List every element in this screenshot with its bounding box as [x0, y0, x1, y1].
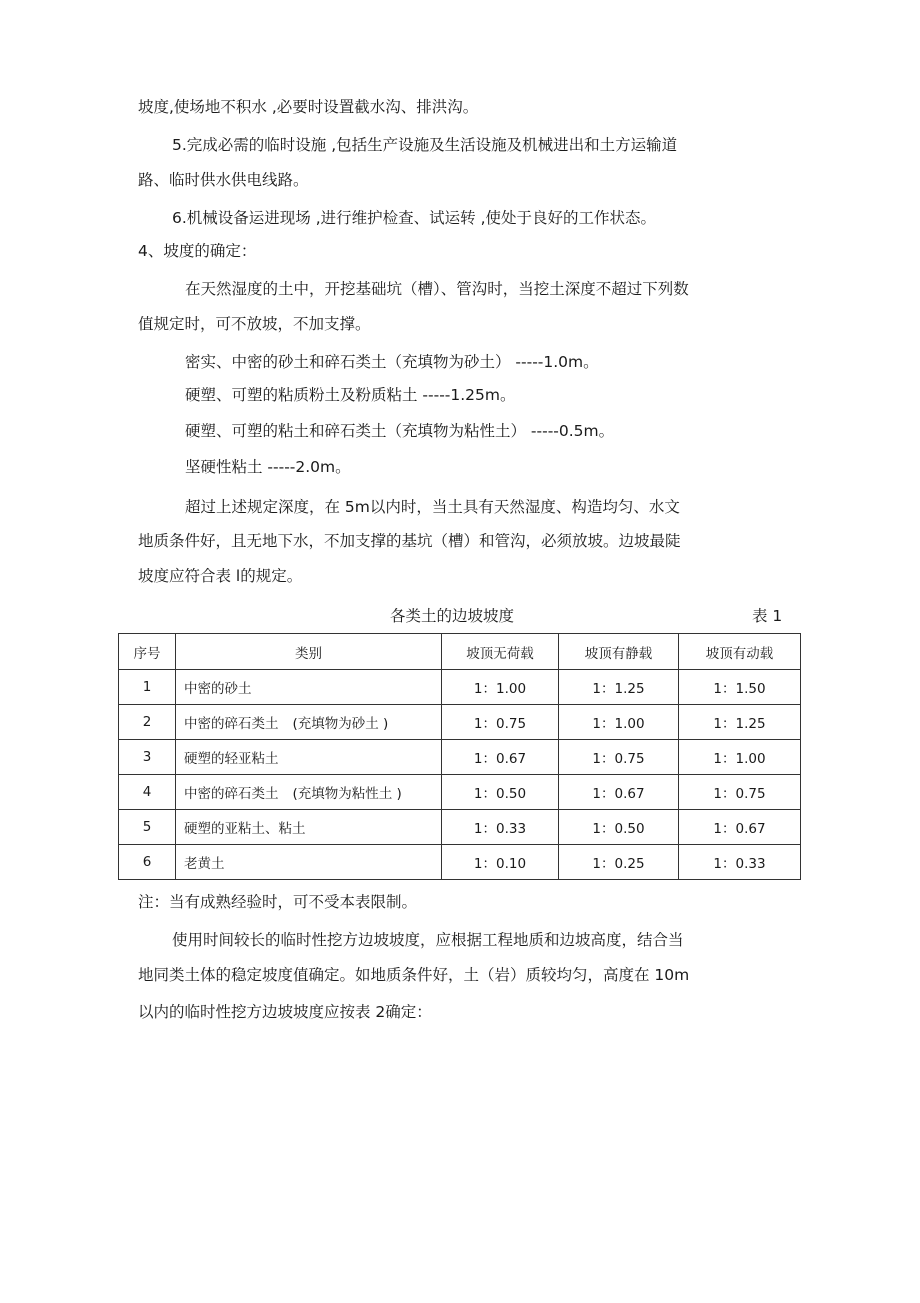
cell-no: 4 [119, 775, 176, 810]
cell-dynamic-load: 1：0.75 [679, 775, 801, 810]
header-type: 类别 [176, 634, 442, 670]
table-row [119, 810, 801, 845]
cell-static-load: 1：0.50 [559, 810, 679, 845]
paragraph-natural-moisture-1: 在天然湿度的土中，开挖基础坑（槽）、管沟时，当挖土深度不超过下列数 [185, 280, 689, 298]
cell-static-load: 1：0.25 [559, 845, 679, 880]
header-dynamic-load: 坡顶有动载 [679, 634, 801, 670]
paragraph-exceed-2: 地质条件好，且无地下水，不加支撑的基坑（槽）和管沟，必须放坡。边坡最陡 [138, 532, 681, 550]
paragraph-exceed-1: 超过上述规定深度，在 5m以内时，当土具有天然湿度、构造均匀、水文 [185, 498, 680, 516]
cell-dynamic-load: 1：1.50 [679, 670, 801, 705]
cell-type [176, 670, 442, 705]
depth-item-sand: 密实、中密的砂土和碎石类土（充填物为砂土） -----1.0m。 [185, 353, 599, 371]
table-row [119, 845, 801, 880]
table-title: 各类土的边坡坡度 [390, 607, 515, 625]
paragraph-long-term-1: 使用时间较长的临时性挖方边坡坡度，应根据工程地质和边坡高度，结合当 [172, 931, 684, 949]
cell-no: 3 [119, 740, 176, 775]
cell-no-load: 1：0.33 [442, 810, 559, 845]
cell-no-load: 1：0.75 [442, 705, 559, 740]
depth-item-clay: 硬塑、可塑的粘土和碎石类土（充填物为粘性土） -----0.5m。 [185, 422, 615, 440]
table-note: 注：当有成熟经验时，可不受本表限制。 [138, 893, 418, 911]
paragraph-temp-facilities-2: 路、临时供水供电线路。 [138, 171, 309, 189]
table-row [119, 740, 801, 775]
table-row [119, 705, 801, 740]
cell-type [176, 810, 442, 845]
cell-dynamic-load: 1：1.00 [679, 740, 801, 775]
cell-no: 5 [119, 810, 176, 845]
header-static-load: 坡顶有静载 [559, 634, 679, 670]
table-row [119, 775, 801, 810]
cell-type-text: 硬塑的轻亚粘土 [184, 751, 279, 767]
cell-no-load: 1：0.10 [442, 845, 559, 880]
cell-type-text: 中密的碎石类土 [184, 786, 279, 802]
cell-no: 6 [119, 845, 176, 880]
cell-static-load: 1：0.67 [559, 775, 679, 810]
paragraph-drainage: 坡度,使场地不积水 ,必要时设置截水沟、排洪沟。 [138, 98, 479, 116]
cell-type-text: 中密的碎石类土 [184, 716, 279, 732]
cell-no-load: 1：0.50 [442, 775, 559, 810]
cell-static-load: 1：0.75 [559, 740, 679, 775]
cell-type [176, 775, 442, 810]
paragraph-long-term-3: 以内的临时性挖方边坡坡度应按表 2确定： [138, 1003, 432, 1021]
cell-type-text: 老黄土 [184, 856, 225, 872]
cell-type-text: 中密的砂土 [184, 681, 252, 697]
cell-dynamic-load: 1：0.33 [679, 845, 801, 880]
paragraph-machinery: 6.机械设备运进现场 ,进行维护检查、试运转 ,使处于良好的工作状态。 [172, 209, 656, 227]
cell-type-text: 硬塑的亚粘土、粘土 [184, 821, 306, 837]
cell-no-load: 1：1.00 [442, 670, 559, 705]
cell-type-note: (充填物为粘性土 ) [292, 786, 402, 802]
cell-type [176, 845, 442, 880]
cell-no: 1 [119, 670, 176, 705]
header-no-load: 坡顶无荷载 [442, 634, 559, 670]
cell-no-load: 1：0.67 [442, 740, 559, 775]
depth-item-silt: 硬塑、可塑的粘质粉土及粉质粘土 -----1.25m。 [185, 386, 516, 404]
table-header-row [119, 634, 801, 670]
cell-static-load: 1：1.25 [559, 670, 679, 705]
depth-item-hard-clay: 坚硬性粘土 -----2.0m。 [185, 458, 351, 476]
table-label: 表 1 [752, 607, 783, 625]
table-row [119, 670, 801, 705]
paragraph-natural-moisture-2: 值规定时，可不放坡，不加支撑。 [138, 315, 371, 333]
cell-static-load: 1：1.00 [559, 705, 679, 740]
cell-type [176, 705, 442, 740]
section-heading-slope: 4、坡度的确定： [138, 242, 257, 260]
paragraph-exceed-3: 坡度应符合表 l的规定。 [138, 567, 303, 585]
cell-dynamic-load: 1：1.25 [679, 705, 801, 740]
cell-no: 2 [119, 705, 176, 740]
paragraph-long-term-2: 地同类土体的稳定坡度值确定。如地质条件好，土（岩）质较均匀，高度在 10m [138, 966, 690, 984]
paragraph-temp-facilities-1: 5.完成必需的临时设施 ,包括生产设施及生活设施及机械进出和土方运输道 [172, 136, 678, 154]
slope-table [118, 633, 801, 880]
cell-dynamic-load: 1：0.67 [679, 810, 801, 845]
cell-type [176, 740, 442, 775]
cell-type-note: (充填物为砂土 ) [292, 716, 389, 732]
header-no: 序号 [119, 634, 176, 670]
